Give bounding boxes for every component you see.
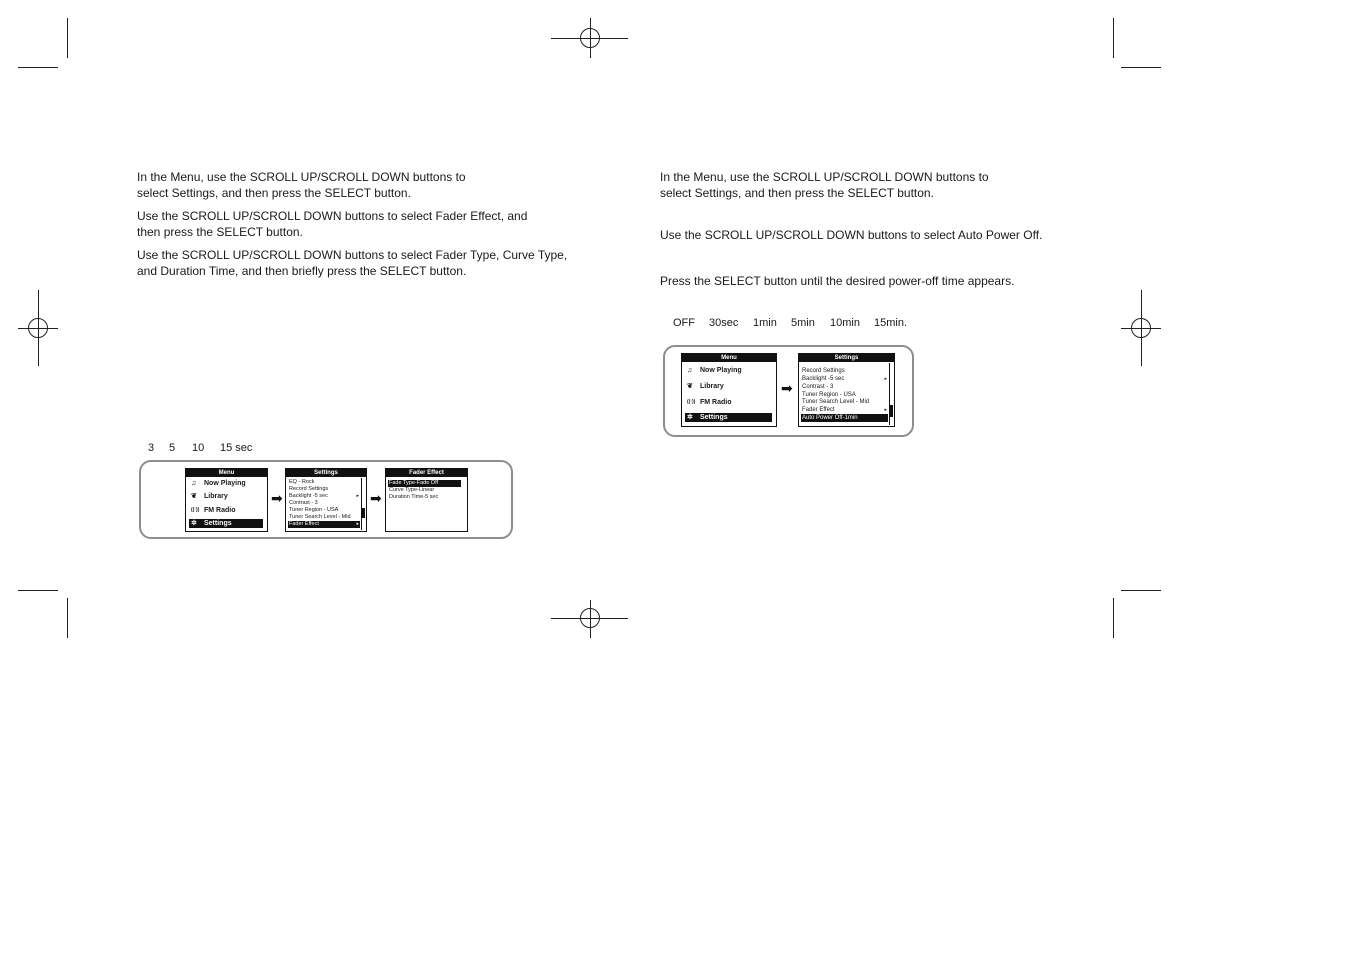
settings-item-label: Backlight -5 sec [289, 493, 328, 499]
menu-item-label: Library [700, 383, 724, 390]
menu-item-label: Now Playing [204, 480, 246, 487]
crop-mark [1113, 18, 1114, 58]
menu-item-settings [685, 413, 772, 422]
library-icon: ❦ [687, 383, 693, 390]
menu-item-label: Settings [700, 414, 728, 421]
screen-title: Settings [286, 469, 366, 477]
left-step-2 [137, 209, 527, 240]
scrollbar [889, 363, 893, 425]
text-line: select Settings, and then press the SELECT button. [137, 185, 411, 200]
scrollbar-thumb [890, 405, 893, 417]
menu-item-library [685, 382, 772, 391]
settings-item [801, 406, 888, 414]
settings-item: EQ - Rock [289, 479, 315, 485]
settings-item [288, 493, 360, 500]
text-line: In the Menu, use the SCROLL UP/SCROLL DOWN buttons to [660, 170, 989, 184]
text-line: In the Menu, use the SCROLL UP/SCROLL DOWN buttons to [137, 170, 466, 184]
settings-item: Tuner Search Level - Mid [289, 514, 351, 520]
screen-title: Fader Effect [386, 469, 467, 477]
settings-screen [798, 353, 895, 427]
menu-item-now-playing [685, 366, 772, 375]
scrollbar [361, 478, 365, 530]
text-line: and Duration Time, and then briefly press the SELECT button. [137, 263, 467, 278]
settings-item-label: Fader Effect [289, 521, 319, 527]
settings-item: Contrast - 3 [289, 500, 318, 506]
right-step-2 [660, 228, 1042, 244]
menu-item-label: FM Radio [700, 399, 732, 406]
right-screens-frame [663, 345, 914, 437]
duration-option: 10 [192, 442, 205, 454]
gear-icon: ✲ [191, 520, 197, 527]
menu-item-settings [189, 519, 263, 528]
right-step-3 [660, 274, 1014, 290]
text-line: Use the SCROLL UP/SCROLL DOWN buttons to select Fader Effect, and [137, 209, 528, 223]
radio-wave-icon: ((·)) [191, 507, 200, 513]
submenu-arrow-icon: ▸ [356, 493, 359, 499]
text-line: Press the SELECT button until the desired power-off time appears. [660, 274, 1015, 288]
fader-item-selected: Fade Type-Fade Off [388, 480, 461, 487]
settings-screen [285, 468, 367, 532]
music-note-icon: ♫ [191, 480, 197, 487]
submenu-arrow-icon: ▸ [884, 376, 887, 382]
registration-mark [580, 608, 600, 628]
settings-item: Tuner Region - USA [802, 392, 856, 398]
left-step-1 [137, 170, 466, 201]
text-line: Use the SCROLL UP/SCROLL DOWN buttons to select Auto Power Off. [660, 228, 1043, 242]
menu-item-label: Now Playing [700, 367, 742, 374]
settings-item: Record Settings [289, 486, 329, 492]
duration-option: 5 [169, 442, 176, 454]
settings-item: Tuner Region - USA [289, 507, 339, 513]
screen-title: Settings [799, 354, 894, 362]
registration-mark [1131, 318, 1151, 338]
arrow-right-icon: ➡ [271, 490, 283, 506]
left-step-3 [137, 248, 567, 279]
submenu-arrow-icon: ▸ [884, 407, 887, 413]
screen-title: Menu [682, 354, 776, 362]
settings-item [801, 375, 888, 383]
crop-mark [18, 590, 58, 591]
right-step-1 [660, 170, 989, 201]
menu-item-fm-radio [685, 398, 772, 407]
crop-mark [67, 18, 68, 58]
crop-mark [1113, 598, 1114, 638]
scrollbar-thumb [362, 508, 365, 518]
screen-title: Menu [186, 469, 267, 477]
crop-mark [1121, 590, 1161, 591]
settings-item-selected [288, 521, 360, 528]
menu-screen [681, 353, 777, 427]
duration-option: 15 sec [220, 442, 253, 454]
submenu-arrow-icon: ▸ [356, 521, 359, 527]
gear-icon: ✲ [687, 414, 693, 421]
left-screens-frame [139, 460, 513, 539]
duration-option: 3 [148, 442, 155, 454]
registration-mark [580, 28, 600, 48]
fader-effect-screen [385, 468, 468, 532]
menu-item-fm-radio [189, 506, 263, 515]
settings-item: Tuner Search Level - Mid [802, 399, 870, 405]
text-line: Use the SCROLL UP/SCROLL DOWN buttons to select Fader Type, Curve Type, [137, 248, 568, 262]
power-off-option: 15min. [874, 317, 908, 329]
crop-mark [67, 598, 68, 638]
menu-item-label: Settings [204, 520, 232, 527]
settings-item-label: Backlight -5 sec [802, 376, 845, 382]
menu-screen [185, 468, 268, 532]
fader-item: Curve Type-Linear [389, 487, 435, 493]
music-note-icon: ♫ [687, 367, 693, 374]
arrow-right-icon: ➡ [370, 490, 382, 506]
settings-item-selected: Auto Power Off-1min [801, 414, 888, 422]
menu-item-label: Library [204, 493, 228, 500]
settings-item-label: Fader Effect [802, 407, 835, 413]
power-off-option: OFF [673, 317, 695, 329]
arrow-right-icon: ➡ [781, 380, 793, 396]
settings-item: Contrast - 3 [802, 384, 834, 390]
settings-item: Record Settings [802, 368, 845, 374]
registration-mark [28, 318, 48, 338]
text-line: select Settings, and then press the SELECT button. [660, 185, 934, 200]
menu-item-library [189, 492, 263, 501]
menu-item-now-playing [189, 479, 263, 488]
fader-item: Duration Time-5 sec [389, 494, 439, 500]
radio-wave-icon: ((·)) [687, 399, 696, 405]
power-off-option: 10min [830, 317, 860, 329]
crop-mark [1121, 67, 1161, 68]
text-line: then press the SELECT button. [137, 224, 303, 239]
power-off-option: 30sec [709, 317, 739, 329]
library-icon: ❦ [191, 493, 197, 500]
power-off-option: 1min [753, 317, 777, 329]
menu-item-label: FM Radio [204, 507, 236, 514]
power-off-option: 5min [791, 317, 815, 329]
crop-mark [18, 67, 58, 68]
